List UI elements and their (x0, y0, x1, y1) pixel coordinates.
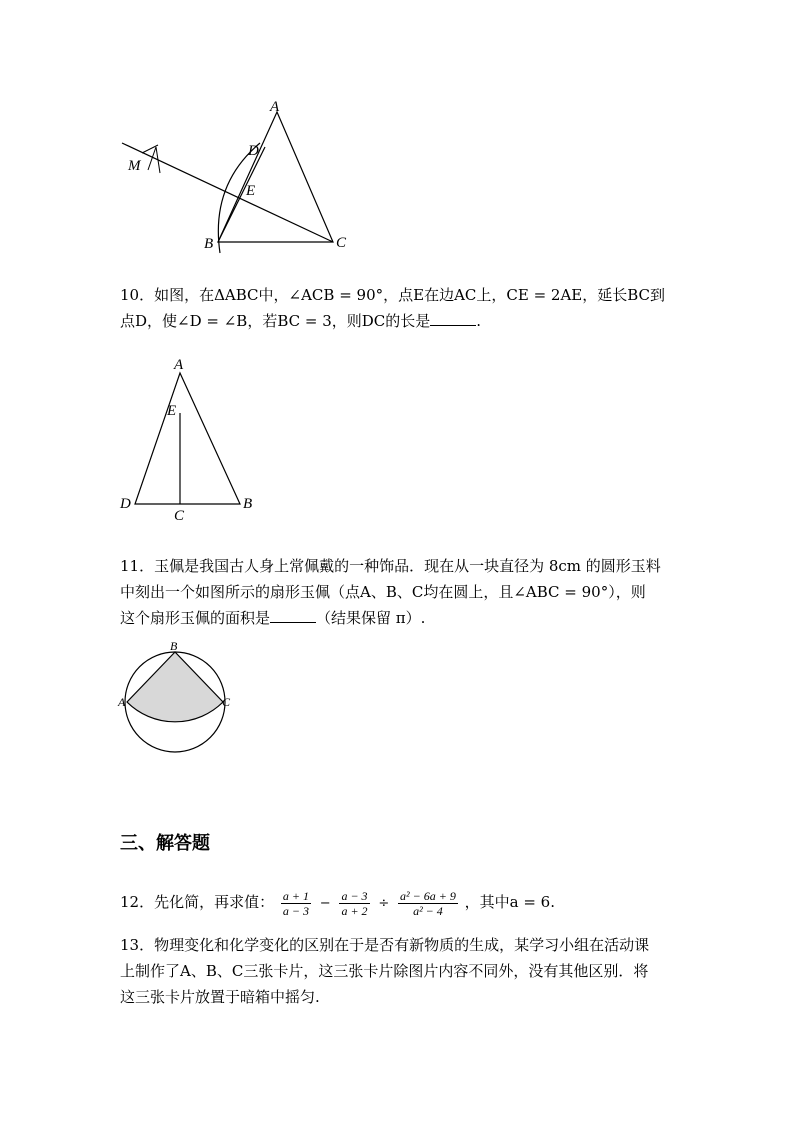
q13-line-1: 13．物理变化和化学变化的区别在于是否有新物质的生成，某学习小组在活动课 (120, 936, 650, 954)
operator-minus: − (319, 896, 331, 911)
q11-line-1: 11．玉佩是我国古人身上常佩戴的一种饰品．现在从一块直径为 8cm 的圆形玉料 (120, 557, 661, 575)
fraction-3-denominator: a² − 4 (413, 903, 443, 918)
answer-blank (270, 608, 316, 623)
label-c: C (336, 235, 347, 251)
q11-line-3-text: 这个扇形玉佩的面积是 (120, 609, 271, 627)
label-e: E (246, 183, 256, 199)
fraction-1-numerator: a + 1 (282, 888, 309, 903)
question-11 (120, 553, 680, 631)
question-13 (120, 932, 680, 1010)
fraction-3-numerator: a² − 6a + 9 (400, 888, 456, 903)
line-mc (122, 143, 333, 242)
figure-2-triangle (110, 355, 270, 525)
label-a: A (174, 357, 184, 373)
label-m: M (128, 158, 141, 174)
sector-shaded (127, 652, 223, 722)
q10-line-1: 10．如图，在ΔABC中，∠ACB = 90°，点E在边AC上，CE = 2AE，延长BC到 (120, 286, 666, 304)
label-d: D (120, 496, 131, 512)
fraction-3 (398, 889, 458, 918)
q11-line-3 (120, 605, 680, 631)
label-a: A (270, 99, 280, 115)
label-c: C (174, 508, 185, 524)
triangle-abc (218, 112, 333, 242)
figure-3-circle-sector (110, 640, 240, 765)
operator-divide: ÷ (378, 896, 390, 911)
figure-1-triangle-construction (110, 95, 370, 260)
fraction-1-denominator: a − 3 (282, 903, 309, 918)
q11-line-3-end: （结果保留 π）. (316, 609, 426, 627)
fraction-2 (339, 889, 369, 918)
q11-line-2: 中刻出一个如图所示的扇形玉佩（点A、B、C均在圆上，且∠ABC = 90°），则 (120, 583, 646, 601)
q10-line-2-text: 点D，使∠D = ∠B，若BC = 3，则DC的长是 (120, 312, 431, 330)
answer-blank (430, 311, 476, 326)
q12-prefix: 12．先化简，再求值： (120, 893, 275, 911)
q13-line-2: 上制作了A、B、C三张卡片，这三张卡片除图片内容不同外，没有其他区别．将 (120, 962, 649, 980)
label-b: B (170, 640, 178, 653)
triangle-adb (135, 373, 240, 504)
label-d: D (248, 143, 259, 159)
section-heading: 三、解答题 (120, 833, 210, 854)
fraction-1 (281, 889, 311, 918)
fraction-2-numerator: a − 3 (341, 888, 368, 903)
label-c: C (222, 695, 231, 709)
label-e: E (167, 403, 177, 419)
label-a: A (118, 695, 126, 709)
question-10 (120, 282, 680, 334)
q10-line-2 (120, 308, 680, 334)
q12-suffix: ，其中a = 6. (464, 893, 555, 911)
question-12 (120, 880, 680, 926)
q13-line-3: 这三张卡片放置于暗箱中摇匀. (120, 988, 320, 1006)
q10-line-2-end: . (476, 312, 482, 330)
fraction-2-denominator: a + 2 (341, 903, 368, 918)
label-b: B (204, 236, 214, 252)
label-b: B (243, 496, 253, 512)
